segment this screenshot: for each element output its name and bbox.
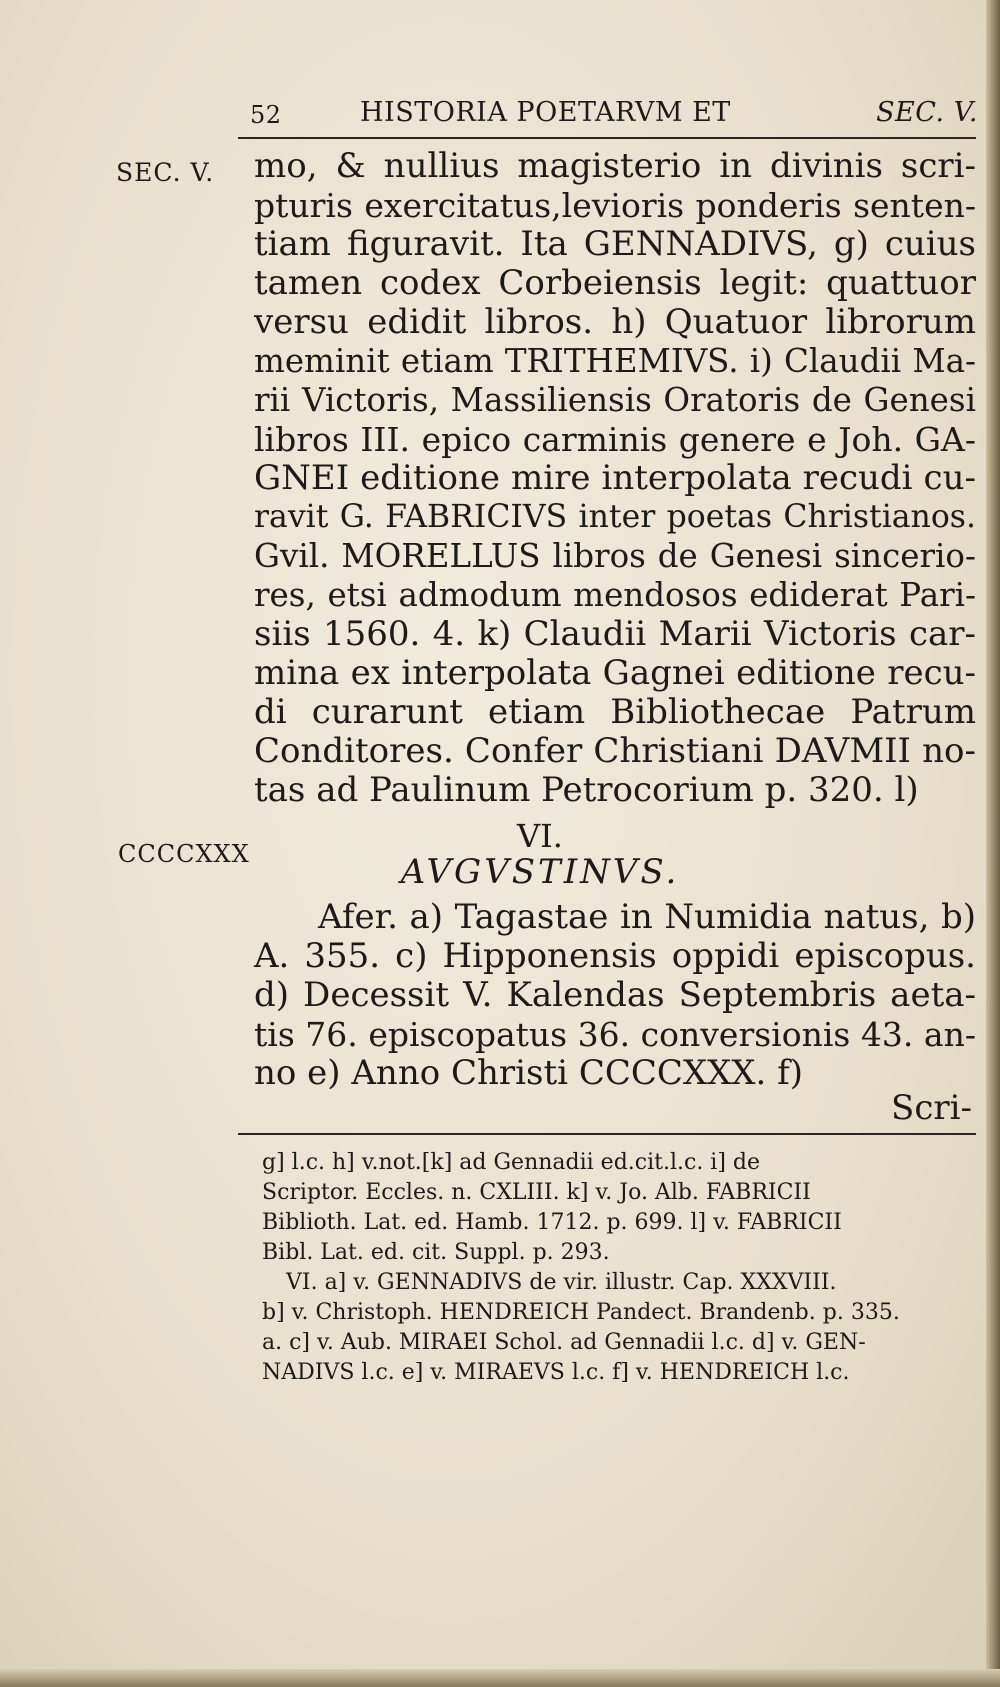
text-line: Afer. a) Tagastae in Numidia natus, b) (318, 897, 976, 937)
text-line: d) Decessit V. Kalendas Septembris aeta- (254, 975, 976, 1015)
margin-section-label: SEC. V. (116, 158, 215, 187)
text-line: mina ex interpolata Gagnei editione recu- (254, 653, 976, 693)
text-line: A. 355. c) Hipponensis oppidi episcopus. (254, 936, 976, 976)
footnotes (262, 1148, 974, 1388)
text-line: tamen codex Corbeiensis legit: quattuor (254, 263, 976, 303)
text-line: Conditores. Confer Christiani DAVMII no- (254, 731, 976, 771)
section-number: VI. (517, 817, 563, 855)
text-line: no e) Anno Christi CCCCXXX. f) (254, 1053, 803, 1093)
page-bottom-shadow (0, 1669, 1000, 1687)
footnote-line: g] l.c. h] v.not.[k] ad Gennadii ed.cit.l.c. i] de (262, 1150, 761, 1175)
catchword: Scri- (891, 1088, 972, 1128)
running-header (250, 97, 978, 137)
text-line: tis 76. episcopatus 36. conversionis 43. an- (254, 1015, 976, 1054)
header-rule (238, 137, 976, 139)
footnote-line: a. c] v. Aub. MIRAEI Schol. ad Gennadii l.c. d] v. GEN- (262, 1330, 866, 1355)
text-line: Gvil. MORELLUS libros de Genesi sincerio- (254, 537, 976, 575)
page-number: 52 (250, 101, 282, 129)
augustinus-paragraph (254, 898, 976, 1093)
running-section: SEC. V. (876, 97, 978, 128)
footnote-line: Biblioth. Lat. ed. Hamb. 1712. p. 699. l] v. FABRICII (262, 1210, 842, 1235)
footnote-line: b] v. Christoph. HENDREICH Pandect. Brandenb. p. 335. (262, 1300, 900, 1325)
text-line: di curarunt etiam Bibliothecae Patrum (254, 692, 976, 732)
section-title: AVGVSTINVS. (400, 852, 680, 892)
text-line: GNEI editione mire interpolata recudi cu- (254, 458, 976, 498)
margin-year-label: CCCCXXX (118, 840, 250, 868)
text-line: ravit G. FABRICIVS inter poetas Christianos. (254, 499, 976, 535)
text-line: libros III. epico carminis genere e Joh. GA- (254, 420, 976, 459)
text-line: siis 1560. 4. k) Claudii Marii Victoris car- (254, 614, 976, 654)
footnote-line: Scriptor. Eccles. n. CXLIII. k] v. Jo. Alb. FABRICII (262, 1180, 811, 1205)
text-line: res, etsi admodum mendosos ediderat Pari- (254, 576, 976, 614)
text-line: versu edidit libros. h) Quatuor librorum (254, 302, 976, 342)
main-text (254, 147, 976, 810)
text-line: pturis exercitatus,levioris ponderis senten- (254, 186, 976, 225)
footnote-line: VI. a] v. GENNADIVS de vir. illustr. Cap. XXXVIII. (286, 1270, 837, 1295)
text-line: tiam figuravit. Ita GENNADIVS, g) cuius (254, 224, 976, 264)
text-line: mo, & nullius magisterio in divinis scri- (254, 146, 976, 186)
footnote-rule (238, 1133, 976, 1135)
text-line: tas ad Paulinum Petrocorium p. 320. l) (254, 770, 919, 810)
text-line: rii Victoris, Massiliensis Oratoris de Genesi (254, 381, 976, 419)
footnote-line: Bibl. Lat. ed. cit. Suppl. p. 293. (262, 1240, 610, 1265)
text-line: meminit etiam TRITHEMIVS. i) Claudii Ma- (254, 342, 976, 380)
footnote-line: NADIVS l.c. e] v. MIRAEVS l.c. f] v. HENDREICH l.c. (262, 1360, 850, 1385)
running-title: HISTORIA POETARVM ET (360, 97, 731, 128)
